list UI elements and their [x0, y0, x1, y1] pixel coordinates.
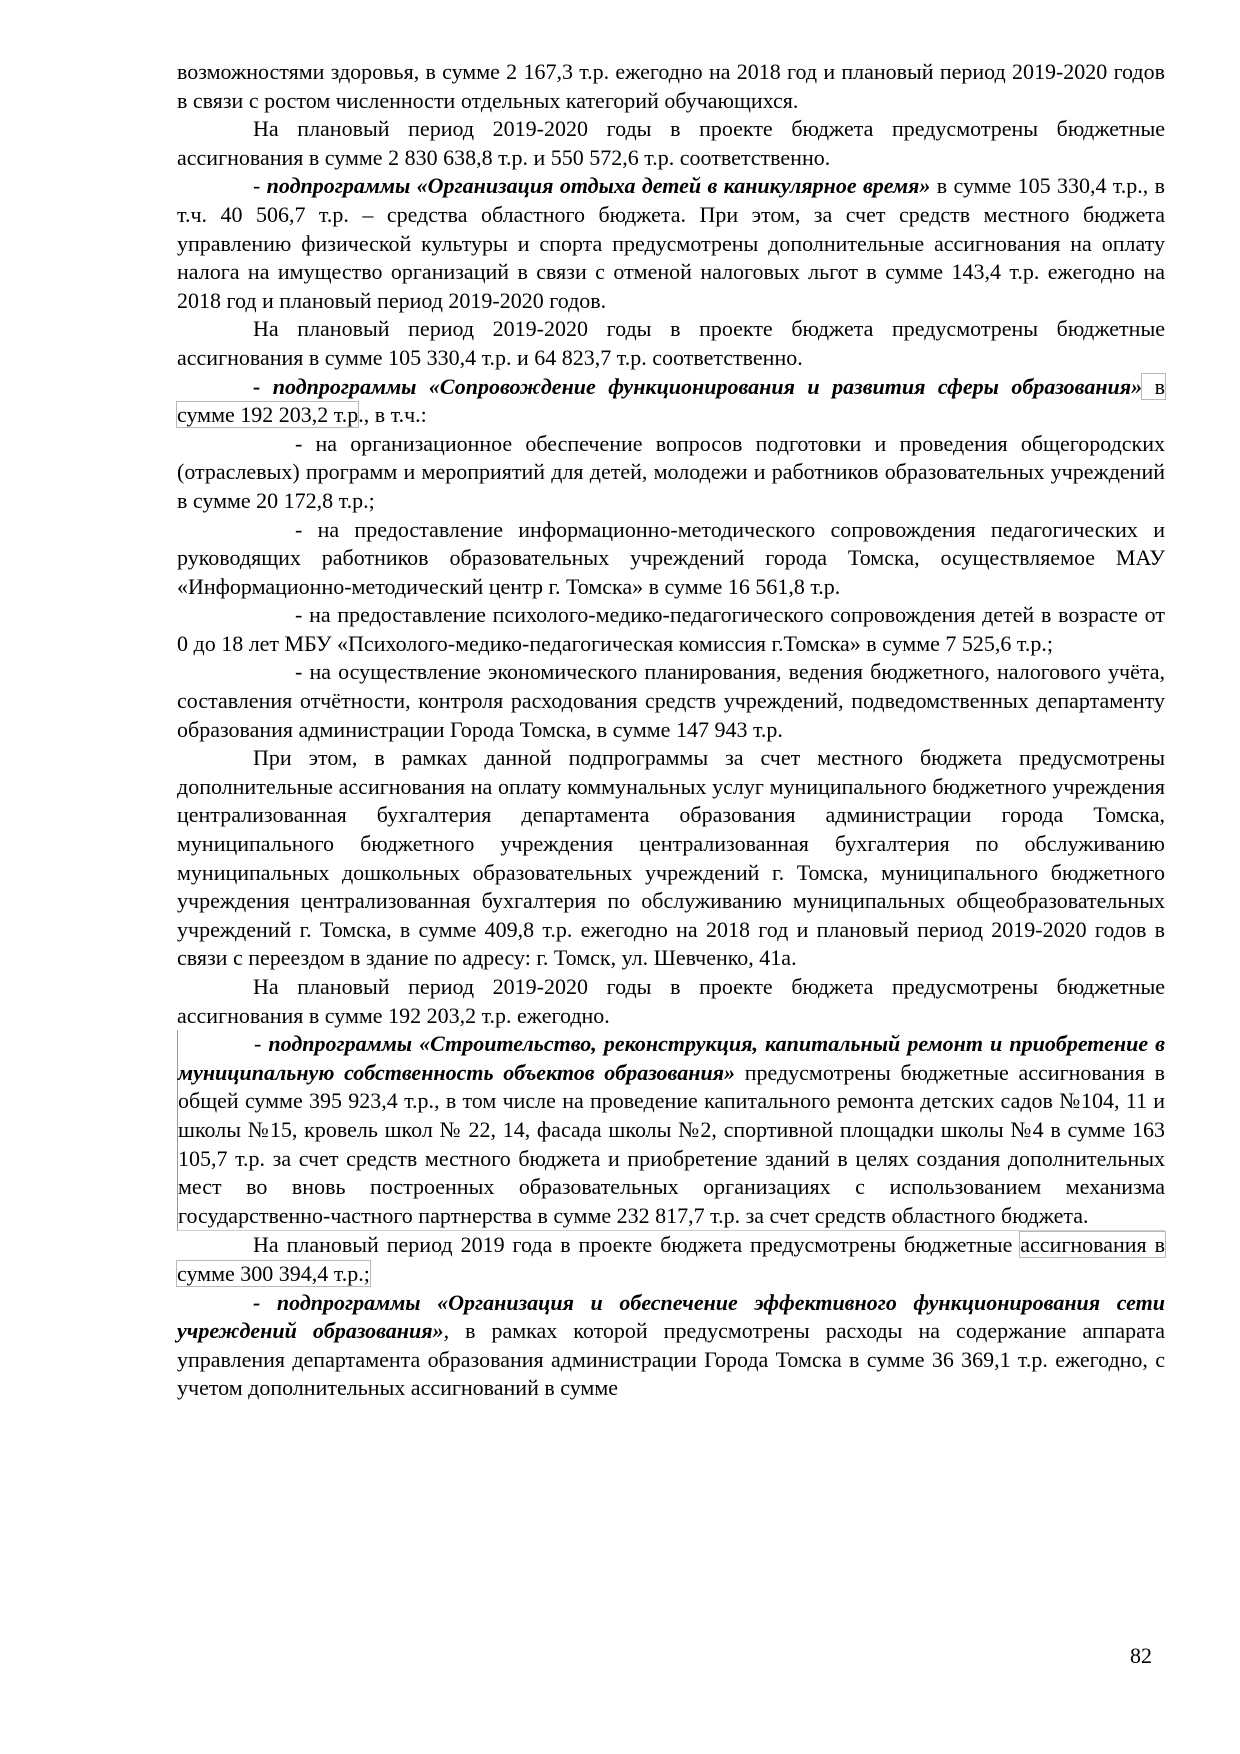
subprogram-title-recreation: подпрограммы «Организация отдыха детей в каникулярное время» — [266, 173, 931, 199]
paragraph-9: - на осуществление экономического планирования, ведения бюджетного, налогового учёта, составления отчётности, контроля расходования средств учреждений, подведомственных департаменту образования администрации Города Томска, в сумме 147 943 т.р. — [177, 659, 1165, 742]
page-number: 82 — [1130, 1643, 1152, 1668]
paragraph-13-amount: ассигнования в сумме 300 394,4 т.р.; — [177, 1232, 1165, 1286]
paragraph-8: - на предоставление психолого-медико-педагогического сопровождения детей в возрасте от 0 до 18 лет МБУ «Психолого-медико-педагогическая комиссия г.Томска» в сумме 7 525,6 т.р.; — [177, 602, 1165, 656]
paragraph-10: При этом, в рамках данной подпрограммы за счет местного бюджета предусмотрены дополнительные ассигнования на оплату коммунальных услуг муниципального бюджетного учреждения централизованная бухгалтерия департамента образования администрации города Томска, муниципального бюджетного учреждения централизованная бухгалтерия по обслуживанию муниципальных дошкольных образовательных учреждений г. Томска, муниципального бюджетного учреждения централизованная бухгалтерия по обслуживанию муниципальных общеобразовательных учреждений г. Томска, в сумме 409,8 т.р. ежегодно на 2018 год и плановый период 2019-2020 годов в связи с переездом в здание по адресу: г. Томск, ул. Шевченко, 41а. — [177, 745, 1165, 971]
paragraph-4: На плановый период 2019-2020 годы в проекте бюджета предусмотрены бюджетные ассигнования в сумме 105 330,4 т.р. и 64 823,7 т.р. соответственно. — [177, 316, 1165, 370]
paragraph-3-text: в сумме 105 330,4 т.р., в т.ч. 40 506,7 т.р. – средства областного бюджета. При этом, за счет средств местного бюджета управлению физической культуры и спорта предусмотрены дополнительные ассигнования на оплату налога на имущество организаций в связи с отменой налоговых льгот в сумме 143,4 т.р. ежегодно на 2018 год и плановый период 2019-2020 годов. — [177, 173, 1165, 313]
paragraph-6: - на организационное обеспечение вопросов подготовки и проведения общегородских (отраслевых) программ и мероприятий для детей, молодежи и работников образовательных учреждений в сумме 20 172,8 т.р.; — [177, 430, 1165, 513]
paragraph-12 — [177, 1030, 1165, 1231]
paragraph-14 — [177, 1289, 1165, 1403]
paragraph-11: На плановый период 2019-2020 годы в проекте бюджета предусмотрены бюджетные ассигнования в сумме 192 203,2 т.р. ежегодно. — [177, 974, 1165, 1028]
paragraph-5-text: ., в т.ч.: — [358, 402, 427, 428]
paragraph-3-dash: - — [253, 173, 267, 199]
paragraph-5-amount: в сумме 192 203,2 т.р — [177, 373, 1166, 428]
paragraph-1: возможностями здоровья, в сумме 2 167,3 т.р. ежегодно на 2018 год и плановый период 2019-2020 годов в связи с ростом численности отдельных категорий обучающихся. — [177, 59, 1165, 113]
paragraph-12-text: предусмотрены бюджетные ассигнования в общей сумме 395 923,4 т.р., в том числе на проведение капитального ремонта детских садов №104, 11 и школы №15, кровель школ № 22, 14, фасада школы №2, спортивной площадки школы №4 в сумме 163 105,7 т.р. за счет средств местного бюджета и приобретение зданий в целях создания дополнительных мест во вновь построенных образовательных организациях с использованием механизма государственно-частного партнерства в сумме 232 817,7 т.р. за счет средств областного бюджета. — [178, 1059, 1165, 1228]
paragraph-5 — [177, 373, 1165, 430]
paragraph-7: - на предоставление информационно-методического сопровождения педагогических и руководящих работников образовательных учреждений города Томска, осуществляемое МАУ «Информационно-методический центр г. Томска» в сумме 16 561,8 т.р. — [177, 516, 1165, 599]
paragraph-12-dash: - — [254, 1031, 269, 1057]
paragraph-2: На плановый период 2019-2020 годы в проекте бюджета предусмотрены бюджетные ассигнования в сумме 2 830 638,8 т.р. и 550 572,6 т.р. соответственно. — [177, 116, 1165, 170]
paragraph-3 — [177, 172, 1165, 315]
paragraph-13 — [177, 1231, 1165, 1288]
paragraph-14-text: , в рамках которой предусмотрены расходы на содержание аппарата управления департамента образования администрации Города Томска в сумме 36 369,1 т.р. ежегодно, с учетом дополнительных ассигнований в сумме — [177, 1318, 1165, 1401]
subprogram-title-support: - подпрограммы «Сопровождение функционирования и развития сферы образования» — [253, 373, 1143, 399]
paragraph-13-text: На плановый период 2019 года в проекте бюджета предусмотрены бюджетные — [253, 1232, 1021, 1258]
document-body — [177, 58, 1165, 1403]
subprogram-title-construction: подпрограммы «Строительство, реконструкция, капитальный ремонт и приобретение в муниципальную собственность объектов образования» — [178, 1031, 1166, 1085]
subprogram-title-management: - подпрограммы «Организация и обеспечение эффективного функционирования сети учреждений образования» — [177, 1289, 1165, 1344]
